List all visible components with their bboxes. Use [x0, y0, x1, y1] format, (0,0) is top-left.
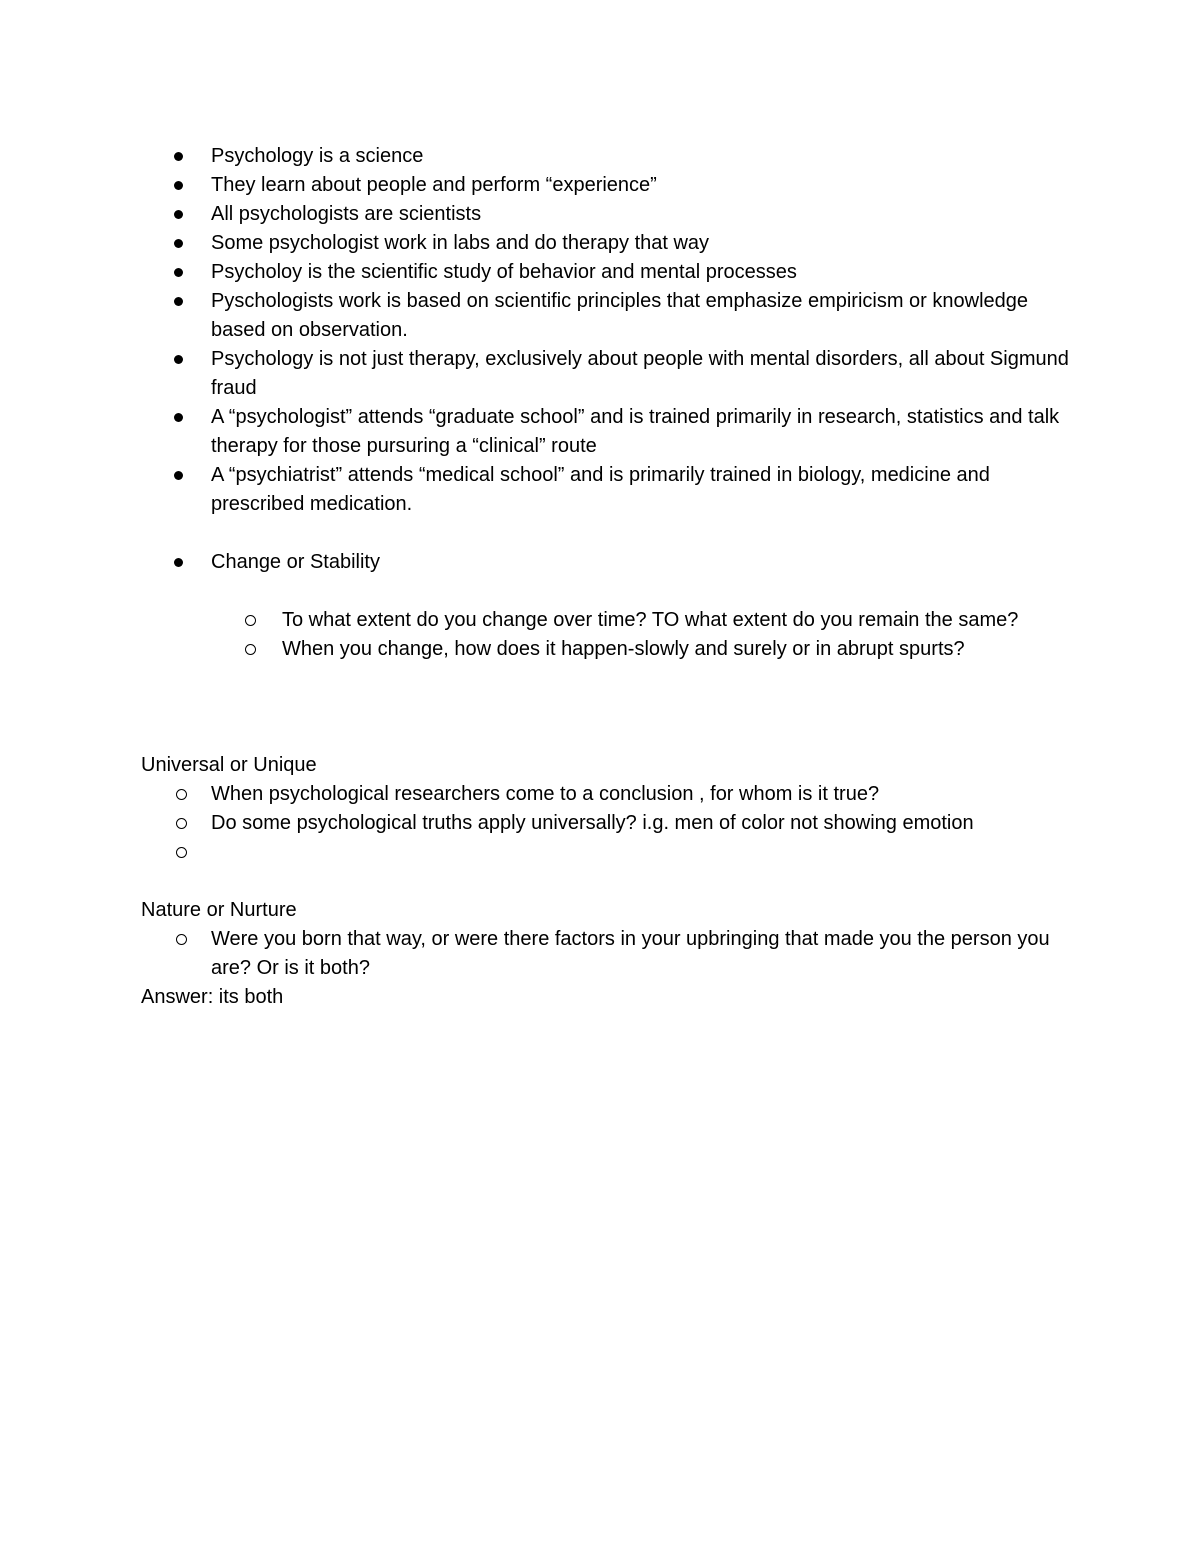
- list-item-text: Pyschologists work is based on scientific principles that emphasize empiricism or knowledge based on observation.: [211, 290, 1029, 341]
- document-body: [141, 142, 1071, 1012]
- bullet-dot-icon: [174, 471, 183, 480]
- list-item: [141, 200, 1071, 229]
- spacer: [141, 722, 1071, 751]
- bullet-dot-icon: [174, 297, 183, 306]
- sublist-item-text: When psychological researchers come to a conclusion , for whom is it true?: [211, 783, 880, 805]
- main-bullet-list: [141, 142, 1071, 519]
- list-item: [141, 142, 1071, 171]
- list-item: [141, 403, 1071, 461]
- sublist-item-empty: [141, 838, 1071, 867]
- bullet-dot-icon: [174, 181, 183, 190]
- hollow-circle-bullet-icon: [176, 847, 187, 858]
- sublist-item-text: When you change, how does it happen-slowly and surely or in abrupt spurts?: [282, 638, 965, 660]
- bullet-dot-icon: [174, 558, 183, 567]
- list-item: [141, 229, 1071, 258]
- list-item-text: A “psychiatrist” attends “medical school” and is primarily trained in biology, medicine and prescribed medication.: [211, 464, 990, 515]
- universal-or-unique-heading: Universal or Unique: [141, 754, 317, 776]
- hollow-circle-bullet-icon: [176, 789, 187, 800]
- answer-text: Answer: its both: [141, 986, 284, 1008]
- bullet-dot-icon: [174, 413, 183, 422]
- list-item-text: All psychologists are scientists: [211, 203, 482, 225]
- bullet-dot-icon: [174, 210, 183, 219]
- list-item: [141, 171, 1071, 200]
- sublist-item: [141, 925, 1071, 983]
- sublist-item-text: To what extent do you change over time? TO what extent do you remain the same?: [282, 609, 1019, 631]
- list-item-text: Psychology is not just therapy, exclusively about people with mental disorders, all about Sigmund fraud: [211, 348, 1069, 399]
- hollow-circle-bullet-icon: [176, 818, 187, 829]
- sublist-item: [141, 780, 1071, 809]
- change-or-stability-sublist: [141, 606, 1071, 664]
- spacer: [141, 519, 1071, 548]
- sublist-item-text: Were you born that way, or were there factors in your upbringing that made you the person you are? Or is it both?: [211, 928, 1050, 979]
- spacer: [141, 577, 1071, 606]
- hollow-circle-bullet-icon: [245, 615, 256, 626]
- spacer: [141, 867, 1071, 896]
- bullet-dot-icon: [174, 268, 183, 277]
- bullet-dot-icon: [174, 239, 183, 248]
- change-or-stability-list: [141, 548, 1071, 577]
- sublist-item: [141, 606, 1071, 635]
- nature-or-nurture-heading: Nature or Nurture: [141, 899, 297, 921]
- spacer: [141, 664, 1071, 722]
- bullet-dot-icon: [174, 355, 183, 364]
- list-item-text: Psychology is a science: [211, 145, 424, 167]
- list-item-text: A “psychologist” attends “graduate school” and is trained primarily in research, statistics and talk therapy for those pursuring a “clinical” route: [211, 406, 1060, 457]
- list-item: [141, 287, 1071, 345]
- list-item-text: Psycholoy is the scientific study of behavior and mental processes: [211, 261, 797, 283]
- list-item-text: They learn about people and perform “experience”: [211, 174, 657, 196]
- hollow-circle-bullet-icon: [245, 644, 256, 655]
- list-item: [141, 258, 1071, 287]
- sublist-item-text: Do some psychological truths apply universally? i.g. men of color not showing emotion: [211, 812, 974, 834]
- list-item-change-or-stability: [141, 548, 1071, 577]
- hollow-circle-bullet-icon: [176, 934, 187, 945]
- list-item: [141, 461, 1071, 519]
- universal-or-unique-sublist: [141, 780, 1071, 867]
- list-item: [141, 345, 1071, 403]
- nature-or-nurture-sublist: [141, 925, 1071, 983]
- list-item-text: Some psychologist work in labs and do therapy that way: [211, 232, 710, 254]
- sublist-item: [141, 635, 1071, 664]
- bullet-dot-icon: [174, 152, 183, 161]
- sublist-item: [141, 809, 1071, 838]
- list-item-text: Change or Stability: [211, 551, 380, 573]
